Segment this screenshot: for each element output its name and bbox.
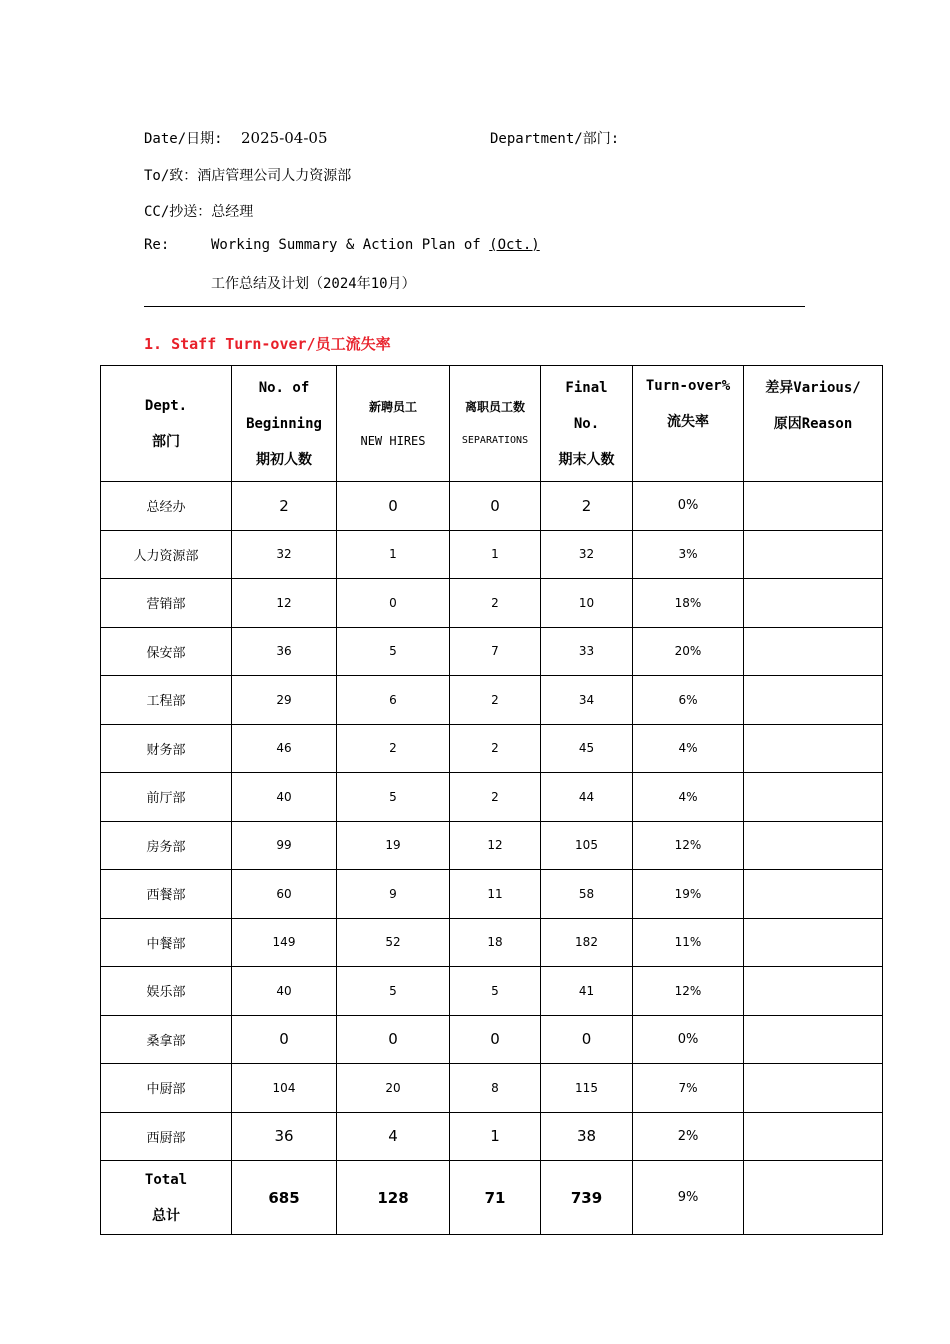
department-label: Department/部门: bbox=[490, 131, 620, 147]
cell-beginning: 149 bbox=[232, 918, 337, 967]
date-label: Date/日期: bbox=[144, 131, 223, 147]
cell-turnover: 12% bbox=[633, 821, 744, 870]
total-dept-en: Total bbox=[144, 1171, 188, 1188]
cell-sep: 12 bbox=[450, 821, 541, 870]
cell-final: 58 bbox=[541, 870, 633, 919]
cell-turnover: 4% bbox=[633, 724, 744, 773]
cell-beginning: 99 bbox=[232, 821, 337, 870]
cell-reason bbox=[744, 676, 883, 725]
header-beginning-1: No. of bbox=[258, 379, 310, 396]
cell-dept: 前厅部 bbox=[101, 773, 232, 822]
to-line: To/致：酒店管理公司人力资源部 bbox=[144, 168, 352, 184]
cell-turnover: 12% bbox=[633, 967, 744, 1016]
total-sep: 71 bbox=[450, 1161, 541, 1235]
header-turnover bbox=[633, 366, 744, 482]
header-dept bbox=[101, 366, 232, 482]
cell-beginning: 12 bbox=[232, 579, 337, 628]
cell-dept: 保安部 bbox=[101, 627, 232, 676]
total-dept bbox=[101, 1161, 232, 1235]
cell-dept: 总经办 bbox=[101, 482, 232, 531]
header-new-cn: 新聘员工 bbox=[368, 399, 417, 414]
re-label: Re: bbox=[144, 237, 170, 253]
cell-reason bbox=[744, 967, 883, 1016]
total-turnover: 9% bbox=[633, 1161, 744, 1235]
cell-turnover: 3% bbox=[633, 530, 744, 579]
cell-new: 5 bbox=[337, 967, 450, 1016]
cell-reason bbox=[744, 918, 883, 967]
cell-final: 34 bbox=[541, 676, 633, 725]
cell-new: 19 bbox=[337, 821, 450, 870]
cell-reason bbox=[744, 724, 883, 773]
total-final: 739 bbox=[541, 1161, 633, 1235]
cell-dept: 人力资源部 bbox=[101, 530, 232, 579]
header-beginning bbox=[232, 366, 337, 482]
header-dept-en: Dept. bbox=[144, 397, 188, 414]
cell-beginning: 2 bbox=[232, 482, 337, 531]
cell-dept: 工程部 bbox=[101, 676, 232, 725]
cell-sep: 5 bbox=[450, 967, 541, 1016]
cell-sep: 2 bbox=[450, 724, 541, 773]
turnover-table bbox=[100, 365, 883, 1235]
total-beginning: 685 bbox=[232, 1161, 337, 1235]
header-final-1: Final bbox=[565, 379, 608, 396]
cell-dept: 财务部 bbox=[101, 724, 232, 773]
cell-turnover: 4% bbox=[633, 773, 744, 822]
cell-new: 1 bbox=[337, 530, 450, 579]
header-final-2: No. bbox=[573, 415, 600, 432]
section-title: 1. Staff Turn-over/员工流失率 bbox=[144, 335, 391, 353]
table-row bbox=[101, 967, 883, 1016]
cell-sep: 2 bbox=[450, 773, 541, 822]
cell-final: 105 bbox=[541, 821, 633, 870]
table-row bbox=[101, 724, 883, 773]
cell-beginning: 46 bbox=[232, 724, 337, 773]
header-sep-cn: 离职员工数 bbox=[464, 399, 525, 414]
cell-sep: 1 bbox=[450, 1112, 541, 1161]
cell-final: 32 bbox=[541, 530, 633, 579]
cell-reason bbox=[744, 821, 883, 870]
table-row bbox=[101, 627, 883, 676]
table-row bbox=[101, 482, 883, 531]
header-sep-en: SEPARATIONS bbox=[461, 434, 529, 446]
cell-turnover: 20% bbox=[633, 627, 744, 676]
cell-final: 38 bbox=[541, 1112, 633, 1161]
cell-turnover: 7% bbox=[633, 1064, 744, 1113]
cell-turnover: 0% bbox=[633, 482, 744, 531]
cell-dept: 桑拿部 bbox=[101, 1015, 232, 1064]
cell-turnover: 0% bbox=[633, 1015, 744, 1064]
total-dept-cn: 总计 bbox=[152, 1207, 180, 1224]
cell-new: 2 bbox=[337, 724, 450, 773]
cell-beginning: 104 bbox=[232, 1064, 337, 1113]
cell-dept: 娱乐部 bbox=[101, 967, 232, 1016]
cell-final: 115 bbox=[541, 1064, 633, 1113]
header-new-hires bbox=[337, 366, 450, 482]
header-separations bbox=[450, 366, 541, 482]
cell-new: 5 bbox=[337, 773, 450, 822]
cell-new: 6 bbox=[337, 676, 450, 725]
header-reason bbox=[744, 366, 883, 482]
cell-new: 5 bbox=[337, 627, 450, 676]
cell-reason bbox=[744, 579, 883, 628]
cell-sep: 2 bbox=[450, 579, 541, 628]
cell-sep: 18 bbox=[450, 918, 541, 967]
cell-beginning: 0 bbox=[232, 1015, 337, 1064]
table-header-row bbox=[101, 366, 883, 482]
table-row bbox=[101, 530, 883, 579]
cell-final: 44 bbox=[541, 773, 633, 822]
header-final-3: 期末人数 bbox=[558, 451, 615, 468]
re-cn: 工作总结及计划（2024年10月） bbox=[211, 276, 416, 292]
cell-reason bbox=[744, 773, 883, 822]
cell-sep: 0 bbox=[450, 1015, 541, 1064]
cell-beginning: 40 bbox=[232, 773, 337, 822]
table-row bbox=[101, 918, 883, 967]
table-row bbox=[101, 821, 883, 870]
cell-dept: 西餐部 bbox=[101, 870, 232, 919]
header-new-en: NEW HIRES bbox=[360, 433, 426, 448]
header-final bbox=[541, 366, 633, 482]
cell-reason bbox=[744, 1112, 883, 1161]
cell-sep: 8 bbox=[450, 1064, 541, 1113]
cell-new: 20 bbox=[337, 1064, 450, 1113]
cell-turnover: 18% bbox=[633, 579, 744, 628]
table-row bbox=[101, 1112, 883, 1161]
re-text: Working Summary & Action Plan of bbox=[211, 237, 490, 253]
cell-turnover: 6% bbox=[633, 676, 744, 725]
cell-new: 4 bbox=[337, 1112, 450, 1161]
cell-beginning: 29 bbox=[232, 676, 337, 725]
cell-final: 10 bbox=[541, 579, 633, 628]
cell-turnover: 2% bbox=[633, 1112, 744, 1161]
divider bbox=[144, 306, 805, 307]
cell-reason bbox=[744, 1064, 883, 1113]
cell-reason bbox=[744, 870, 883, 919]
cell-sep: 0 bbox=[450, 482, 541, 531]
table-row bbox=[101, 773, 883, 822]
cell-new: 0 bbox=[337, 482, 450, 531]
cell-beginning: 36 bbox=[232, 1112, 337, 1161]
table-total-row bbox=[101, 1161, 883, 1235]
cell-final: 2 bbox=[541, 482, 633, 531]
header-beginning-3: 期初人数 bbox=[256, 451, 312, 468]
re-subject bbox=[211, 237, 540, 253]
cell-final: 182 bbox=[541, 918, 633, 967]
cell-beginning: 60 bbox=[232, 870, 337, 919]
cell-dept: 营销部 bbox=[101, 579, 232, 628]
cell-dept: 西厨部 bbox=[101, 1112, 232, 1161]
cell-reason bbox=[744, 530, 883, 579]
cell-dept: 中餐部 bbox=[101, 918, 232, 967]
cell-reason bbox=[744, 1015, 883, 1064]
cell-beginning: 32 bbox=[232, 530, 337, 579]
table-row bbox=[101, 870, 883, 919]
cell-final: 0 bbox=[541, 1015, 633, 1064]
cell-new: 9 bbox=[337, 870, 450, 919]
cell-reason bbox=[744, 627, 883, 676]
header-turnover-2: 流失率 bbox=[667, 414, 709, 430]
cell-beginning: 36 bbox=[232, 627, 337, 676]
date-line bbox=[144, 128, 328, 148]
cell-sep: 7 bbox=[450, 627, 541, 676]
table-row bbox=[101, 579, 883, 628]
table-row bbox=[101, 676, 883, 725]
total-new: 128 bbox=[337, 1161, 450, 1235]
date-value: 2025-04-05 bbox=[241, 129, 328, 147]
cell-sep: 2 bbox=[450, 676, 541, 725]
cell-sep: 1 bbox=[450, 530, 541, 579]
cell-turnover: 11% bbox=[633, 918, 744, 967]
table-body bbox=[101, 482, 883, 1161]
cc-line: CC/抄送：总经理 bbox=[144, 204, 254, 220]
cell-dept: 房务部 bbox=[101, 821, 232, 870]
cell-final: 41 bbox=[541, 967, 633, 1016]
cell-new: 0 bbox=[337, 579, 450, 628]
cell-sep: 11 bbox=[450, 870, 541, 919]
cell-final: 33 bbox=[541, 627, 633, 676]
cell-new: 52 bbox=[337, 918, 450, 967]
table-row bbox=[101, 1064, 883, 1113]
cell-reason bbox=[744, 482, 883, 531]
cell-beginning: 40 bbox=[232, 967, 337, 1016]
cell-dept: 中厨部 bbox=[101, 1064, 232, 1113]
re-month: (Oct.) bbox=[489, 237, 540, 253]
cell-turnover: 19% bbox=[633, 870, 744, 919]
header-reason-2: 原因Reason bbox=[773, 416, 853, 432]
header-turnover-1: Turn-over% bbox=[645, 378, 731, 394]
header-dept-cn: 部门 bbox=[152, 433, 180, 450]
header-reason-1: 差异Various/ bbox=[765, 380, 861, 396]
total-reason bbox=[744, 1161, 883, 1235]
cell-final: 45 bbox=[541, 724, 633, 773]
header-beginning-2: Beginning bbox=[246, 415, 322, 432]
cell-new: 0 bbox=[337, 1015, 450, 1064]
table-row bbox=[101, 1015, 883, 1064]
